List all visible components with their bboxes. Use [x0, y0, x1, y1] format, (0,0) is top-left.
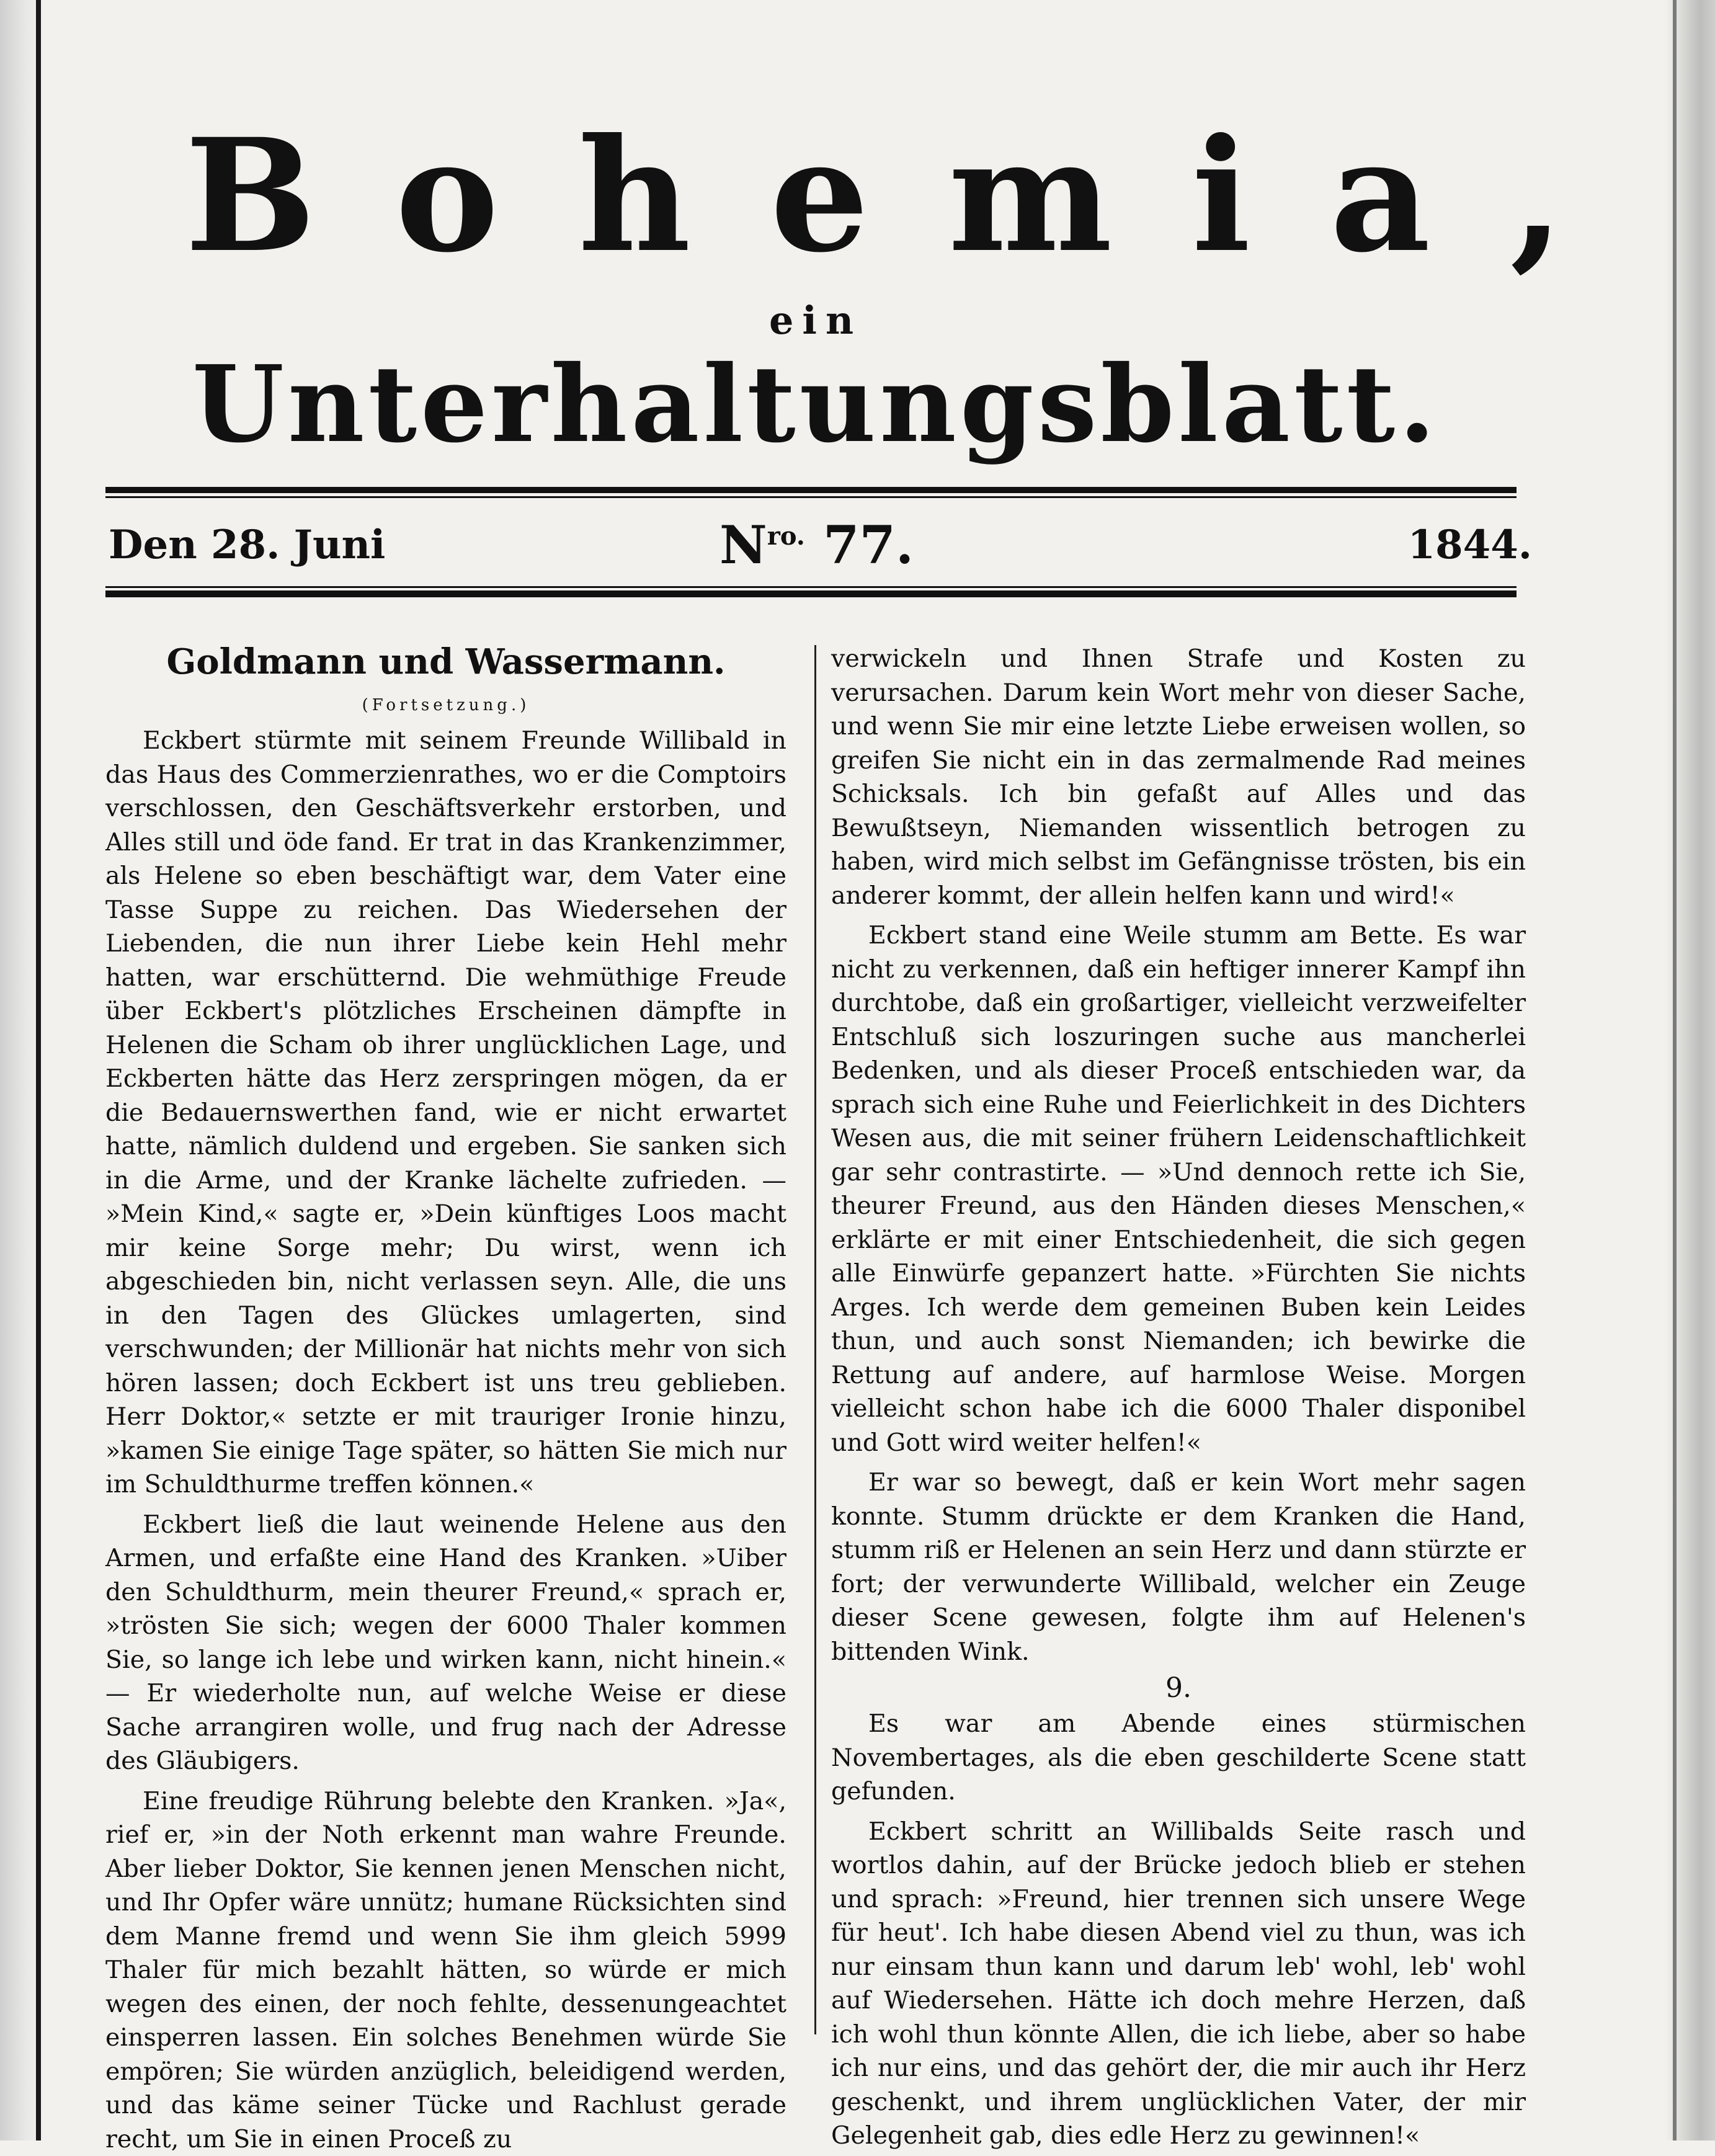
paragraph: Eckbert stürmte mit seinem Freunde Willibald in das Haus des Commerzienrathes, wo er die Comptoirs verschlossen, den Geschäftsverkehr erstorben, und Alles still und öde fand. Er trat in das Krankenzimmer, als Helene so eben beschäftigt war, dem Vater eine Tasse Suppe zu reichen. Das Wiedersehen der Liebenden, die nun ihrer Liebe kein Hehl mehr hatten, war erschütternd. Die wehmüthige Freude über Eckbert's plötzliches Erscheinen dämpfte in Helenen die Scham ob ihrer unglücklichen Lage, und Eckberten hätte das Herz zerspringen mögen, da er die Bedauernswerthen fand, wie er nicht erwartet hatte, nämlich duldend und ergeben. Sie sanken sich in die Arme, und der Kranke lächelte zufrieden. — »Mein Kind,« sagte er, »Dein künftiges Loos macht mir keine Sorge mehr; Du wirst, wenn ich abgeschieden bin, nicht verlassen seyn. Alle, die uns in den Tagen des Glückes umlagerten, sind verschwunden; der Millionär hat nichts mehr von sich hören lassen; doch Eckbert ist uns treu geblieben. Herr Doktor,« setzte er mit trauriger Ironie hinzu, »kamen Sie einige Tage später, so hätten Sie mich nur im Schuldthurme treffen können.«: [105, 724, 786, 1502]
article-title: Goldmann und Wassermann.: [105, 642, 786, 682]
right-column: [831, 642, 1526, 2153]
newspaper-title: Bohemia,: [185, 118, 1526, 273]
column-divider: [814, 645, 816, 2034]
dateline: [109, 518, 1532, 580]
page-edge-right: [1665, 0, 1715, 2140]
issue-number-prefix: N: [719, 514, 767, 576]
section-number: 9.: [831, 1671, 1526, 1706]
article-continued-note: (Fortsetzung.): [105, 693, 786, 718]
newspaper-subtitle-small: ein: [105, 298, 1526, 343]
paragraph: Eckbert ließ die laut weinende Helene aus den Armen, und erfaßte eine Hand des Kranken. »Uiber den Schuldthurm, mein theurer Freund,« sprach er, »trösten Sie sich; wegen der 6000 Thaler kommen Sie, so lange ich lebe und wirken kann, nicht hinein.« — Er wiederholte nun, auf welche Weise er diese Sache arrangiren wolle, und frug nach der Adresse des Gläubigers.: [105, 1508, 786, 1778]
bottom-rule-thick: [105, 590, 1517, 597]
issue-number-prefix-sup: ro.: [767, 522, 805, 551]
paragraph: Eckbert schritt an Willibalds Seite rasch und wortlos dahin, auf der Brücke jedoch blieb er stehen und sprach: »Freund, hier trennen sich unsere Wege für heut'. Ich habe diesen Abend viel zu thun, was ich nur einsam thun kann und darum leb' wohl, leb' wohl auf Wiedersehen. Hätte ich doch mehre Herzen, daß ich wohl thun könnte Allen, die ich liebe, aber so habe ich nur eins, und das gehört der, die mir auch ihr Herz geschenkt, und ihrem unglücklichen Vater, der mir Gelegenheit gab, dies edle Herz zu gewinnen!«: [831, 1815, 1526, 2153]
top-rule-thin: [105, 496, 1517, 498]
issue-number: [719, 514, 914, 576]
top-rule-thick: [105, 487, 1517, 493]
paragraph: Eine freudige Rührung belebte den Kranken. »Ja«, rief er, »in der Noth erkennt man wahre Freunde. Aber lieber Doktor, Sie kennen jenen Menschen nicht, und Ihr Opfer wäre unnütz; humane Rücksichten sind dem Manne fremd und wenn Sie ihm gleich 5999 Thaler für mich bezahlt hätten, so würde er mich wegen des einen, der noch fehlte, dessenungeachtet einsperren lassen. Ein solches Benehmen würde Sie empören; Sie würden anzüglich, beleidigend werden, und das käme seiner Tücke und Rachlust gerade recht, um Sie in einen Proceß zu: [105, 1784, 786, 2156]
newspaper-subtitle-large: Unterhaltungsblatt.: [105, 349, 1526, 460]
paragraph: Es war am Abende eines stürmischen Novembertages, als die eben geschilderte Scene statt gefunden.: [831, 1707, 1526, 1809]
paragraph: Eckbert stand eine Weile stumm am Bette. Es war nicht zu verkennen, daß ein heftiger innerer Kampf ihn durchtobe, daß ein großartiger, vielleicht verzweifelter Entschluß sich loszuringen suche aus mancherlei Bedenken, und als dieser Proceß entschieden war, da sprach sich eine Ruhe und Feierlichkeit in des Dichters Wesen aus, die mit seiner frühern Leidenschaftlichkeit gar sehr contrastirte. — »Und dennoch rette ich Sie, theurer Freund, aus den Händen dieses Menschen,« erklärte er mit einer Entschiedenheit, die sich gegen alle Einwürfe gepanzert hatte. »Fürchten Sie nichts Arges. Ich werde dem gemeinen Buben kein Leides thun, und auch sonst Niemanden; ich bewirke die Rettung auf andere, auf harmlose Weise. Morgen vielleicht schon habe ich die 6000 Thaler disponibel und Gott wird weiter helfen!«: [831, 919, 1526, 1459]
paragraph: verwickeln und Ihnen Strafe und Kosten zu verursachen. Darum kein Wort mehr von dieser Sache, und wenn Sie mir eine letzte Liebe erweisen wollen, so greifen Sie nicht ein in das zermalmende Rad meines Schicksals. Ich bin gefaßt auf Alles und das Bewußtseyn, Niemanden wissentlich betrogen zu haben, wird mich selbst im Gefängnisse trösten, bis ein anderer kommt, der allein helfen kann und wird!«: [831, 642, 1526, 912]
paragraph: Er war so bewegt, daß er kein Wort mehr sagen konnte. Stumm drückte er dem Kranken die Hand, stumm riß er Helenen an sein Herz und dann stürzte er fort; der verwunderte Willibald, welcher ein Zeuge dieser Scene gewesen, folgte ihm auf Helenen's bittenden Wink.: [831, 1466, 1526, 1668]
issue-year: 1844.: [1408, 522, 1532, 568]
issue-date: Den 28. Juni: [109, 522, 385, 568]
bottom-rule-thin: [105, 586, 1517, 588]
issue-number-value: 77.: [823, 514, 914, 576]
left-column: [105, 642, 786, 2156]
page-edge-left: [0, 0, 43, 2140]
masthead: [105, 118, 1526, 460]
